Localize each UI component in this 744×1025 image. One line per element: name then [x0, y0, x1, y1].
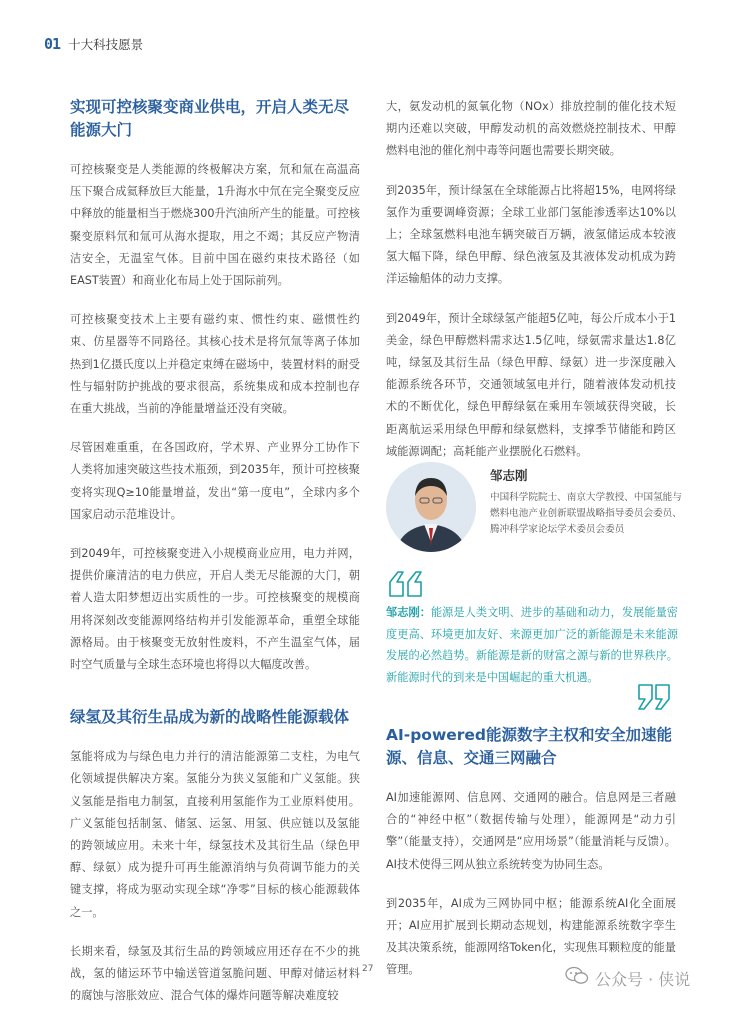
paragraph: 可控核聚变是人类能源的终极解决方案，氘和氚在高温高压下聚合成氦释放巨大能量，1升海水中氘在完全聚变反应中释放的能量相当于燃烧300升汽油所产生的能量。可控核聚变原料氘和氚可从海水提取，用之不竭；其反应产物清洁安全，无温室气体。目前中国在磁约束技术路径（如EAST装置）和商业化布局上处于国际前列。 — [70, 163, 360, 288]
expert-title: 中国科学院院士、南京大学教授、中国氢能与燃料电池产业创新联盟战略指导委员会委员、腾冲科学家论坛学术委员会委员 — [490, 492, 682, 535]
paragraph: 到2035年，预计绿氢在全球能源占比将超15%，电网将绿氢作为重要调峰资源；全球工业部门氢能渗透率达10%以上；全球氢燃料电池车辆突破百万辆，液氢储运成本较液氢大幅下降，绿色甲醇、绿色液氢及其液体发动机成为跨洋运输船体的动力支撑。 — [386, 183, 676, 286]
section-title-ai-grid: AI-powered能源数字主权和安全加速能源、信息、交通三网融合 — [386, 726, 673, 767]
chapter-title: 十大科技愿景 — [68, 37, 144, 52]
paragraph: 大，氨发动机的氮氧化物（NOx）排放控制的催化技术短期内还难以突破，甲醇发动机的高效燃烧控制技术、甲醇燃料电池的催化剂中毒等问题也需要长期突破。 — [386, 100, 676, 158]
paragraph: 到2049年，可控核聚变进入小规模商业应用，电力并网，提供价廉清洁的电力供应，开启人类无尽能源的大门，朝着人造太阳梦想迈出实质性的一步。可控核聚变的规模商用将深刻改变能源网络结构并引发能源革命，重塑全球能源格局。由于核聚变无放射性废料，不产生温室气体，届时空气质量与全球生态环境也将得以大幅度改善。 — [70, 547, 360, 672]
paragraph: AI加速能源网、信息网、交通网的融合。信息网是三者融合的“神经中枢”（数据传输与处理），能源网是“动力引擎”（能量支持），交通网是“应用场景”（能量消耗与反馈）。AI技术使得三网从独立系统转变为协同生态。 — [386, 791, 676, 871]
avatar — [386, 462, 476, 552]
expert-name: 邹志刚 — [490, 468, 528, 483]
paragraph: 氢能将成为与绿色电力并行的清洁能源第二支柱，为电气化领域提供解决方案。氢能分为狭义氢能和广义氢能。狭义氢能是指电力制氢，直接利用氢能作为工业原料使用。广义氢能包括制氢、储氢、运氢、用氢、供应链以及氢能的跨领域应用。未来十年，绿氢技术及其衍生品（绿色甲醇、绿氨）成为提升可再生能源消纳与负荷调节能力的关键支撑，将成为驱动实现全球“净零”目标的核心能源载体之一。 — [70, 750, 360, 919]
page-number: 27 — [362, 964, 374, 974]
wechat-icon — [565, 966, 589, 990]
section-title-hydrogen: 绿氢及其衍生品成为新的战略性能源载体 — [70, 708, 350, 727]
paragraph: 可控核聚变技术上主要有磁约束、惯性约束、磁惯性约束、仿星器等不同路径。其核心技术是将氘氚等离子体加热到1亿摄氏度以上并稳定束缚在磁场中，装置材料的耐受性与辐射防护挑战的要求很高，系统集成和成本控制也存在重大挑战，当前的净能量增益还没有突破。 — [70, 313, 360, 416]
quote-speaker: 邹志刚： — [386, 606, 431, 619]
paragraph: 到2035年，AI成为三网协同中枢；能源系统AI化全面展开；AI应用扩展到长期动态规划，构建能源系统数字孪生及其决策系统，能源网络Token化，实现焦耳颗粒度的能量管理。 — [386, 896, 676, 977]
page-header — [44, 34, 143, 54]
chapter-number: 01 — [44, 35, 61, 53]
left-column — [70, 96, 360, 1025]
paragraph: 长期来看，绿氢及其衍生品的跨领域应用还存在不少的挑战，氢的储运环节中输送管道氢脆问题、甲醇对储运材料的腐蚀与溶胀效应、混合气体的爆炸问题等解决难度较 — [70, 944, 360, 1003]
right-column-lower — [386, 724, 676, 999]
pull-quote — [386, 602, 678, 688]
paragraph: 到2049年，预计全球绿氢产能超5亿吨，每公斤成本小于1美金，绿色甲醇燃料需求达1.5亿吨，绿氨需求量达1.8亿吨，绿氢及其衍生品（绿色甲醇、绿氨）进一步深度融入能源系统各环节，交通领域氢电并行，随着液体发动机技术的不断优化，绿色甲醇绿氨在乘用车领域获得突破，长距离航运采用绿色甲醇和绿氨燃料，支撑季节储能和跨区域能源调配；高耗能产业摆脱化石燃料。 — [386, 311, 676, 458]
section-title-fusion: 实现可控核聚变商业供电，开启人类无尽能源大门 — [70, 98, 350, 139]
watermark — [565, 966, 690, 990]
right-column — [386, 96, 676, 480]
quote-text: 能源是人类文明、进步的基础和动力，发展能量密度更高、环境更加友好、来源更加广泛的新能源是未来能源发展的必然趋势。新能源是新的财富之源与新的世界秩序。新能源时代的到来是中国崛起的重大机遇。 — [386, 606, 678, 684]
open-quote-icon — [388, 570, 424, 602]
expert-bio — [386, 460, 686, 570]
paragraph: 尽管困难重重，在各国政府，学术界、产业界分工协作下人类将加速突破这些技术瓶颈，到2035年，预计可控核聚变将实现Q≥10能量增益，发出“第一度电”，全球内多个国家启动示范堆设计。 — [70, 441, 360, 521]
watermark-text: 公众号 · 侠说 — [595, 969, 691, 989]
close-quote-icon — [636, 683, 672, 715]
